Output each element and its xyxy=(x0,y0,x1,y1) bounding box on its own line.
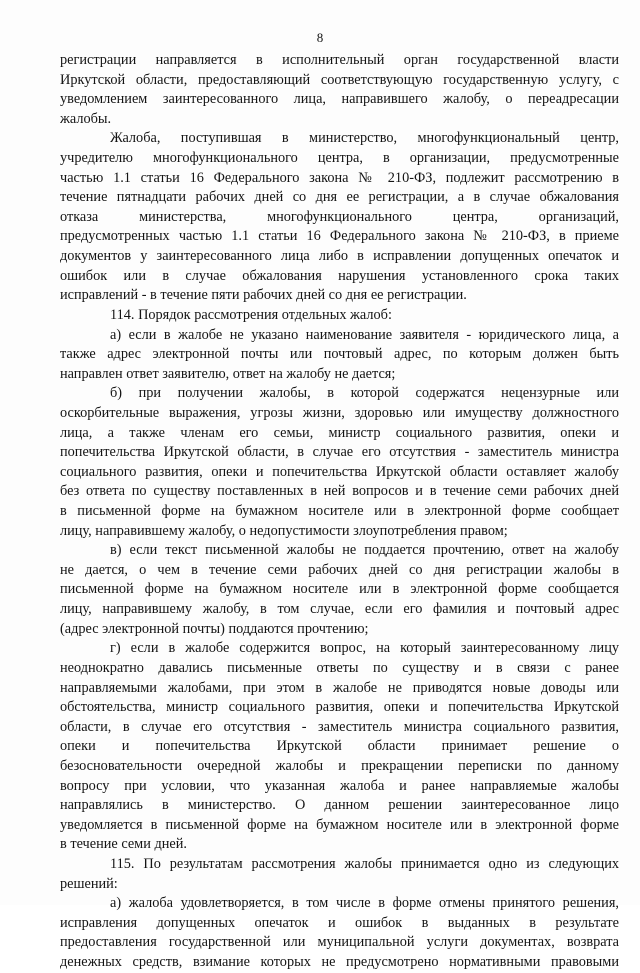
text-line: лицу, направившему жалобу, о недопустимости злоупотребления правом; xyxy=(60,522,508,539)
text-line: неоднократно давались письменные ответы по существу и в связи с ранее xyxy=(60,659,619,676)
text-line: попечительства Иркутской области, в случае его отсутствия - заместитель министра xyxy=(60,444,619,461)
text-line: в письменной форме на бумажном носителе или в электронной форме сообщает xyxy=(60,503,619,520)
text-line: а) жалоба удовлетворяется, в том числе в форме отмены принятого решения, xyxy=(110,895,619,912)
text-line: денежных средств, взимание которых не предусмотрено нормативными правовыми xyxy=(60,954,619,971)
text-line: лицу, направившему жалобу, в том случае, если его фамилия и почтовый адрес xyxy=(60,601,619,618)
text-line: частью 1.1 статьи 16 Федерального закона № 210-ФЗ, подлежит рассмотрению в xyxy=(60,169,619,186)
text-line: лица, а также членам его семьи, министр социального развития, опеки и xyxy=(60,424,619,441)
text-line: ошибок или в случае обжалования нарушения установленного срока таких xyxy=(60,267,619,284)
text-line: без ответа по существу поставленных в ней вопросов и в течение семи рабочих дней xyxy=(60,483,619,500)
page-number: 8 xyxy=(316,30,324,45)
text-line: а) если в жалобе не указано наименование заявителя - юридического лица, а xyxy=(110,326,619,343)
text-line: обстоятельства, министр социального развития, опеки и попечительства Иркутской xyxy=(60,699,619,716)
text-line: исправления допущенных опечаток и ошибок в выданных в результате xyxy=(60,914,619,931)
text-line: жалобы. xyxy=(60,110,112,127)
text-line: Иркутской области, предоставляющий соответствующую государственную услугу, с xyxy=(60,71,619,88)
text-line: отказа министерства, многофункционального центра, организаций, xyxy=(60,208,619,225)
text-line: (адрес электронной почты) поддаются прочтению; xyxy=(60,620,369,637)
text-line: предоставления государственной или муниципальной услуги документах, возврата xyxy=(60,934,619,951)
text-line: уведомлением заинтересованного лица, направившего жалобу, о переадресации xyxy=(60,91,619,108)
text-line: оскорбительные выражения, угрозы жизни, здоровью или имуществу должностного xyxy=(60,404,619,421)
text-line: письменной форме на бумажном носителе или в электронной форме сообщается xyxy=(60,581,619,598)
text-line: решений: xyxy=(60,875,118,892)
text-line: направляемыми жалобами, при этом в жалобе не приводятся новые доводы или xyxy=(60,679,619,696)
text-line: направлялись в министерство. О данном решении заинтересованное лицо xyxy=(60,797,619,814)
document-body xyxy=(60,51,619,973)
text-line: 114. Порядок рассмотрения отдельных жалоб: xyxy=(110,306,392,323)
text-line: г) если в жалобе содержится вопрос, на который заинтересованному лицу xyxy=(110,640,619,657)
text-line: б) при получении жалобы, в которой содержатся нецензурные или xyxy=(110,385,619,402)
text-line: безосновательности очередной жалобы и прекращении переписки по данному xyxy=(60,757,619,774)
text-line: социального развития, опеки и попечительства Иркутской области оставляет жалобу xyxy=(60,463,619,480)
text-line: вопросу при условии, что указанная жалоба и ранее направляемые жалобы xyxy=(60,777,619,794)
text-line: опеки и попечительства Иркутской области принимает решение о xyxy=(60,738,619,755)
text-line: Жалоба, поступившая в министерство, многофункциональный центр, xyxy=(110,130,619,147)
text-line: в) если текст письменной жалобы не поддается прочтению, ответ на жалобу xyxy=(110,542,619,559)
text-line: регистрации направляется в исполнительный орган государственной власти xyxy=(60,52,619,68)
text-line: предусмотренных частью 1.1 статьи 16 Федерального закона № 210-ФЗ, в приеме xyxy=(60,228,619,245)
text-line: направлен ответ заявителю, ответ на жалобу не дается; xyxy=(60,365,396,382)
text-line: в течение семи дней. xyxy=(60,836,187,853)
text-line: 115. По результатам рассмотрения жалобы принимается одно из следующих xyxy=(110,855,619,872)
text-line: течение пятнадцати рабочих дней со дня ее регистрации, а в случае обжалования xyxy=(60,189,619,206)
text-line: не дается, о чем в течение семи рабочих дней со дня регистрации жалобы в xyxy=(60,561,619,578)
text-line: области, в случае его отсутствия - заместитель министра социального развития, xyxy=(60,718,619,735)
text-line: документов у заинтересованного лица либо в исправлении допущенных опечаток и xyxy=(60,248,619,265)
text-line: исправлений - в течение пяти рабочих дней со дня ее регистрации. xyxy=(60,287,467,304)
text-line: также адрес электронной почты или почтовый адрес, по которым должен быть xyxy=(60,346,619,363)
text-line: учредителю многофункционального центра, в организации, предусмотренные xyxy=(60,150,619,167)
text-line: уведомляется в письменной форме на бумажном носителе или в электронной форме xyxy=(60,816,619,833)
